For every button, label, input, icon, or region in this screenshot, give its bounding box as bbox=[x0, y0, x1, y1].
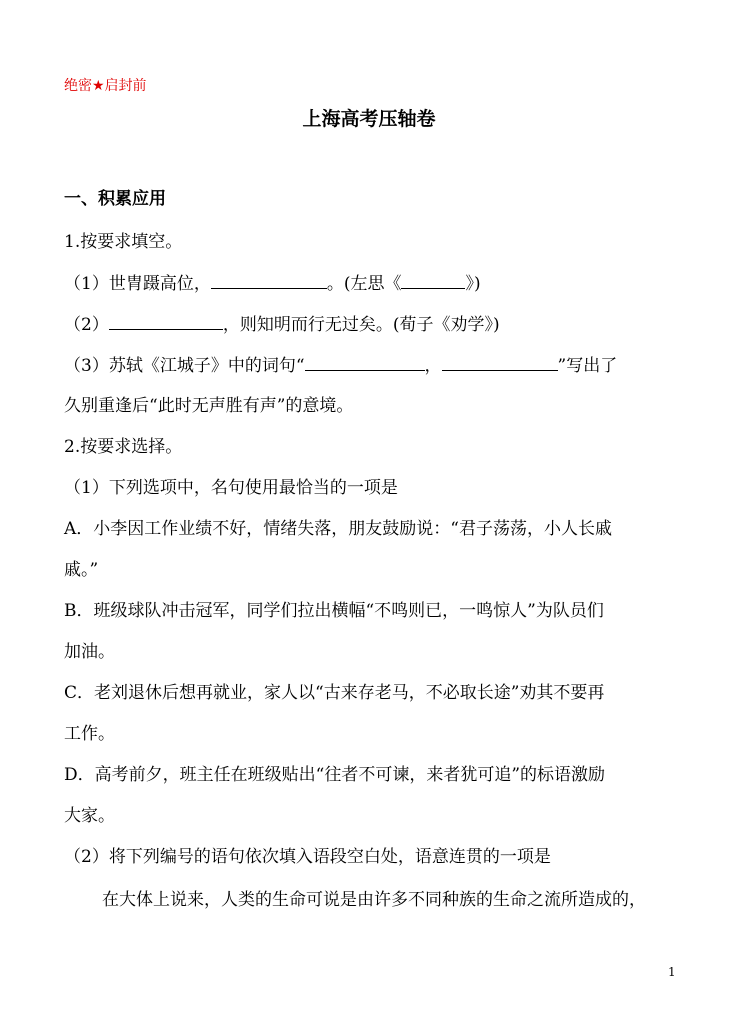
item-text: ， bbox=[424, 356, 442, 376]
item-text: （3）苏轼《江城子》中的词句“ bbox=[64, 356, 305, 376]
question-2-sub-2: （2）将下列编号的语句依次填入语段空白处，语意连贯的一项是 bbox=[64, 847, 551, 867]
item-text: （2） bbox=[64, 315, 109, 335]
item-text: （1）世胄蹑高位， bbox=[64, 274, 211, 294]
option-d-line-2: 大家。 bbox=[64, 806, 115, 826]
option-c-line-2: 工作。 bbox=[64, 724, 115, 744]
question-1-item-3 bbox=[64, 354, 617, 377]
answer-blank[interactable] bbox=[442, 354, 558, 371]
answer-blank[interactable] bbox=[211, 272, 327, 289]
page-title: 上海高考压轴卷 bbox=[302, 108, 436, 130]
reading-passage: 在大体上说来，人类的生命可说是由许多不同种族的生命之流所造成的， bbox=[102, 890, 646, 910]
question-1-item-3-continued: 久别重逢后“此时无声胜有声”的意境。 bbox=[64, 396, 354, 416]
option-a-line-2: 戚。” bbox=[64, 560, 99, 580]
option-a-line-1: A．小李因工作业绩不好，情绪失落，朋友鼓励说：“君子荡荡，小人长戚 bbox=[64, 519, 612, 539]
question-1-item-2 bbox=[64, 313, 500, 336]
page-number: 1 bbox=[668, 965, 676, 979]
question-1-item-1 bbox=[64, 272, 481, 295]
option-d-line-1: D．高考前夕，班主任在班级贴出“往者不可谏，来者犹可追”的标语激励 bbox=[64, 765, 606, 785]
item-text: ”写出了 bbox=[557, 356, 618, 376]
item-text: ，则知明而行无过矣。(荀子《劝学》) bbox=[222, 315, 500, 335]
answer-blank[interactable] bbox=[305, 354, 425, 371]
option-b-line-2: 加油。 bbox=[64, 642, 115, 662]
item-text: 》) bbox=[465, 274, 481, 294]
item-text: 。(左思《 bbox=[326, 274, 402, 294]
answer-blank[interactable] bbox=[109, 313, 223, 330]
answer-blank[interactable] bbox=[401, 272, 465, 289]
option-b-line-1: B．班级球队冲击冠军，同学们拉出横幅“不鸣则已，一鸣惊人”为队员们 bbox=[64, 601, 604, 621]
question-2-sub-1: （1）下列选项中，名句使用最恰当的一项是 bbox=[64, 478, 398, 498]
section-heading: 一、积累应用 bbox=[64, 189, 166, 209]
confidential-mark: 绝密★启封前 bbox=[64, 78, 147, 94]
option-c-line-1: C．老刘退休后想再就业，家人以“古来存老马，不必取长途”劝其不要再 bbox=[64, 683, 605, 703]
question-1-stem: 1.按要求填空。 bbox=[64, 232, 183, 252]
question-2-stem: 2.按要求选择。 bbox=[64, 437, 183, 457]
